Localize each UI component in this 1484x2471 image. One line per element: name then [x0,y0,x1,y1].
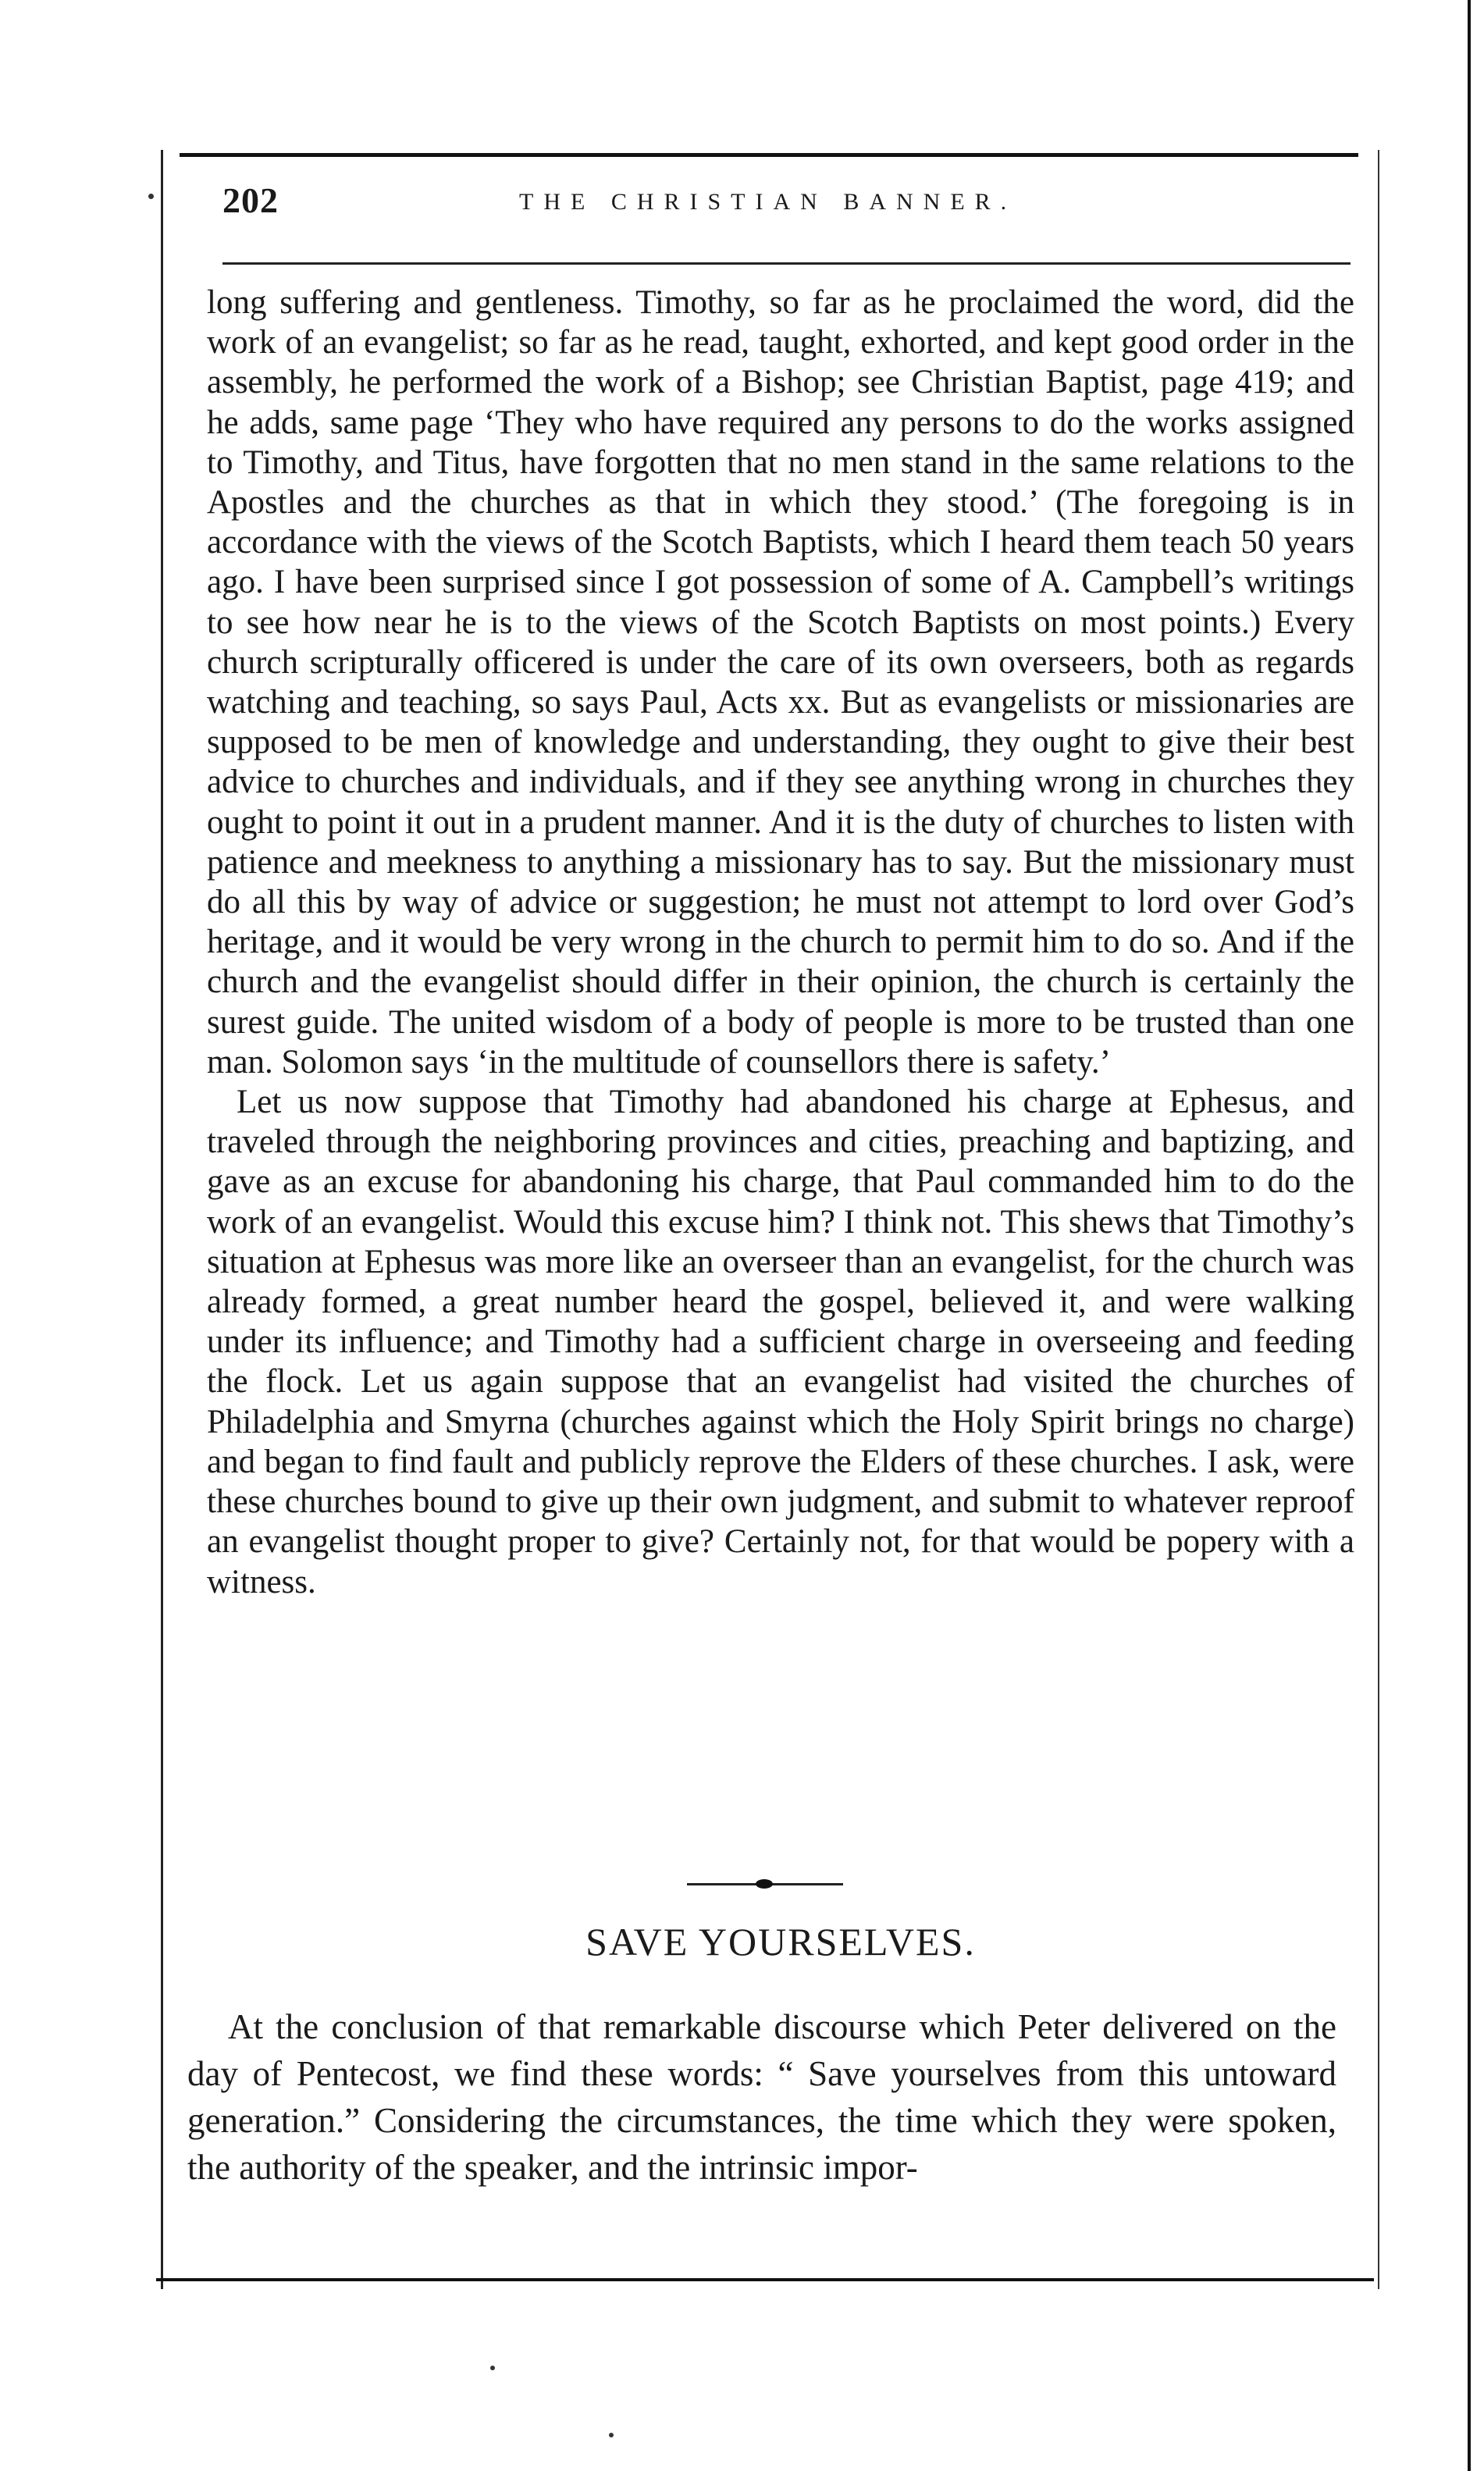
page-edge [1468,0,1471,2471]
section-divider [687,1877,843,1892]
running-head [222,180,1351,226]
article-continued [207,283,1354,1602]
top-rule [180,153,1358,157]
paragraph-1: long suffering and gentleness. Timothy, so far as he proclaimed the word, did the work of an evangelist; so far as he read, taught, exhorted, and kept good order in the assembly, he performed the work of a Bishop; see Christian Baptist, page 419; and he adds, same page ‘They who have required any persons to do the works assigned to Timothy, and Titus, have forgotten that no men stand in the same relations to the Apostles and the churches as that in which they stood.’ (The foregoing is in accordance with the views of the Scotch Baptists, which I heard them teach 50 years ago. I have been surprised since I got possession of some of A. Campbell’s writings to see how near he is to the views of the Scotch Baptists on most points.) Every church scripturally officered is under the care of its own overseers, both as regards watching and teaching, so says Paul, Acts xx. But as evangelists or missionaries are supposed to be men of knowledge and understanding, they ought to give their best advice to churches and individuals, and if they see anything wrong in churches they ought to point it out in a prudent manner. And it is the duty of churches to listen with patience and meekness to anything a missionary has to say. But the missionary must do all this by way of advice or suggestion; he must not attempt to lord over God’s heritage, and it would be very wrong in the church to permit him to do so. And if the church and the evangelist should differ in their opinion, the church is certainly the surest guide. The united wisdom of a body of people is more to be trusted than one man. Solomon says ‘in the multitude of counsellors there is safety.’ [207,284,1354,1081]
bottom-rule [156,2278,1374,2281]
divider-ornament [756,1879,773,1889]
header-rule [222,262,1351,265]
journal-title: THE CHRISTIAN BANNER. [519,189,1017,215]
section-body [187,2003,1336,2191]
page-number: 202 [222,180,279,220]
paragraph-2: Let us now suppose that Timothy had abandoned his charge at Ephesus, and traveled through the neighboring provinces and cities, preaching and baptizing, and gave as an excuse for abandoning his charge, that Paul commanded him to do the work of an evangelist. Would this excuse him? I think not. This shews that Timothy’s situation at Ephesus was more like an overseer than an evangelist, for the church was already formed, a great number heard the gospel, believed it, and were walking under its influence; and Timothy had a sufficient charge in overseeing and feeding the flock. Let us again suppose that an evangelist had visited the churches of Philadelphia and Smyrna (churches against which the Holy Spirit brings no charge) and began to find fault and publicly reprove the Elders of these churches. I ask, were these churches bound to give up their own judgment, and submit to whatever reproof an evangelist thought proper to give? Certainly not, for that would be popery with a witness. [207,1084,1354,1600]
ink-speck [609,2433,614,2437]
section-heading: SAVE YOURSELVES. [585,1920,976,1964]
section-paragraph: At the conclusion of that remarkable discourse which Peter delivered on the day of Pentecost, we find these words: “ Save yourselves from this untoward generation.” Considering the circumstances, the time which they were spoken, the authority of the speaker, and the intrinsic impor- [187,2007,1336,2187]
ink-speck [490,2366,495,2370]
ink-speck [148,194,154,199]
